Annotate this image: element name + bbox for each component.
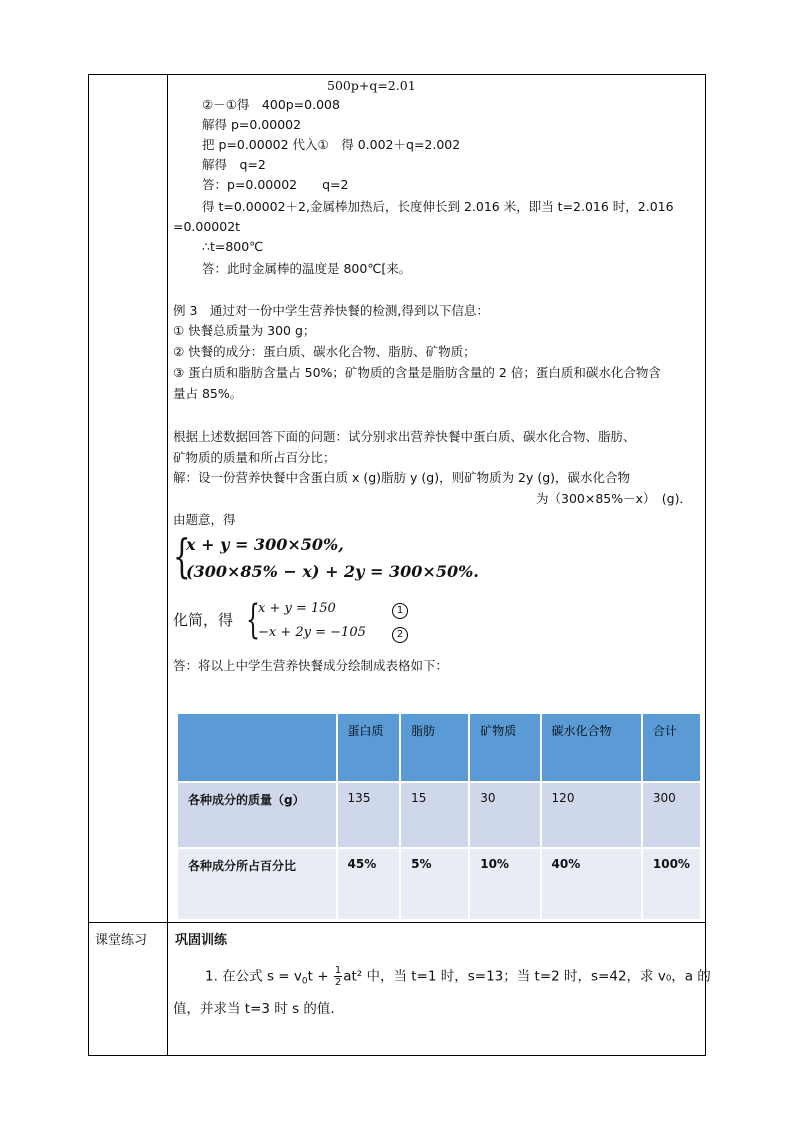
example-item: 量占 85%。 [173,386,243,401]
text-line: 得 t=0.00002＋2,金属棒加热后，长度伸长到 2.016 米，即当 t=2.016 时，2.016 [202,199,674,214]
table-header-cell [178,714,337,782]
text-line: =0.00002t [173,219,241,234]
table-row [178,782,701,848]
solution-line: 解：设一份营养快餐中含蛋白质 x (g)脂肪 y (g)，则矿物质为 2y (g)，碳水化合物 [173,470,631,485]
section-label: 课堂练习 [95,933,148,948]
table-header-cell: 矿物质 [469,714,540,782]
equation-marker: 1 [392,600,408,619]
table-row-header: 各种成分所占百分比 [178,848,337,920]
left-brace: { [173,529,191,583]
nutrition-table [178,714,702,921]
simplify-label: 化简，得 [173,611,234,629]
table-cell: 5% [400,848,469,920]
left-brace: { [246,597,260,643]
table-cell: 10% [469,848,540,920]
system-equation: x + y = 150 [258,601,336,616]
table-cell: 30 [469,782,540,848]
example-title: 例 3 通过对一份中学生营养快餐的检测,得到以下信息： [173,303,489,318]
text-line: ②－①得 400p=0.008 [202,97,340,112]
text-line: 解得 q=2 [202,157,266,172]
table-header-cell: 蛋白质 [337,714,401,782]
practice-line: 1. 在公式 $s = v_0t$ + $\frac{1}{2}$ at² 中，当 t=1 时，s=13；当 t=2 时，s=42，求 v₀，a 的 [205,965,711,988]
practice-text: t + [307,968,333,985]
table-cell: 100% [642,848,701,920]
practice-text: 1. 在公式 s = v [205,968,302,985]
equation-marker: 2 [392,624,408,643]
table-header-row [178,714,701,782]
text-line: 答：此时金属棒的温度是 800℃[来。 [202,261,412,276]
text-line: 把 p=0.00002 代入① 得 0.002＋q=2.002 [202,137,461,152]
table-cell: 15 [400,782,469,848]
table-header-cell: 脂肪 [400,714,469,782]
row-divider [88,922,706,923]
practice-heading: 巩固训练 [175,933,228,948]
table-row [178,848,701,920]
fraction: $\frac{1}{2}$ [334,965,342,988]
table-header-cell: 碳水化合物 [541,714,642,782]
system-equation: −x + 2y = −105 [258,625,366,640]
solution-line: 由题意，得 [173,512,236,527]
table-cell: 45% [337,848,401,920]
table-cell: 300 [642,782,701,848]
practice-text: at² 中，当 t=1 时，s=13；当 t=2 时，s=42，求 v₀，a 的 [343,968,711,985]
table-cell: 40% [541,848,642,920]
practice-line: 值，并求当 t=3 时 s 的值． [173,1001,344,1017]
solution-line: 为（300×85%－x） (g)． [536,491,692,506]
system-equation: x + y = 300×50%, [186,535,344,554]
table-cell: 120 [541,782,642,848]
table-header-cell: 合计 [642,714,701,782]
table-cell: 135 [337,782,401,848]
text-line: ∴t=800℃ [202,239,264,254]
question-line: 矿物质的质量和所占百分比； [173,450,336,465]
example-item: ① 快餐总质量为 300 g； [173,323,316,338]
answer-line: 答：将以上中学生营养快餐成分绘制成表格如下： [173,658,449,673]
text-line: 解得 p=0.00002 [202,117,302,132]
text-line: 答：p=0.00002 q=2 [202,177,349,192]
question-line: 根据上述数据回答下面的问题：试分别求出营养快餐中蛋白质、碳水化合物、脂肪、 [173,429,636,444]
system-equation: (300×85% − x) + 2y = 300×50%. [186,562,479,581]
table-row-header: 各种成分的质量（g） [178,782,337,848]
column-divider [167,74,168,1056]
example-item: ② 快餐的成分：蛋白质、碳水化合物、脂肪、矿物质； [173,344,476,359]
equation-line: 500p+q=2.01 [327,78,416,93]
example-item: ③ 蛋白质和脂肪含量占 50%；矿物质的含量是脂肪含量的 2 倍；蛋白质和碳水化合物含 [173,365,661,380]
